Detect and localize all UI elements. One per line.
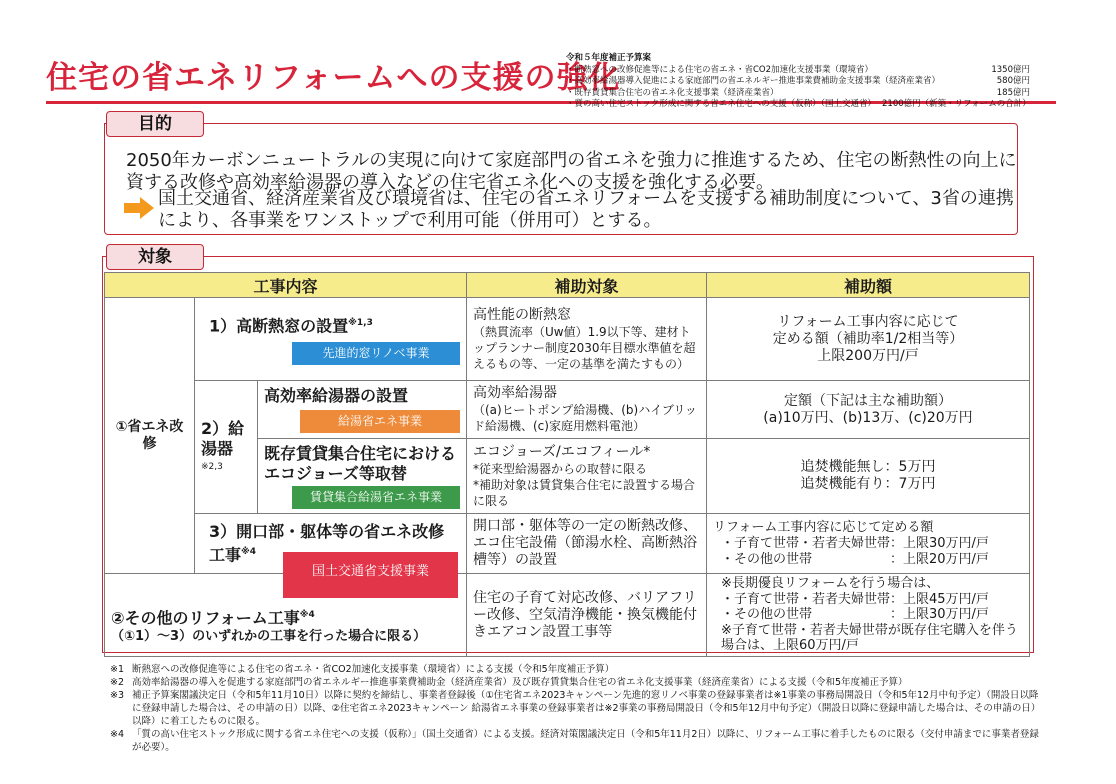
amount-line: ・その他の世帯 ：上限30万円/戸 [721, 607, 989, 623]
amount-line: 定める額（補助率1/2相当等） [772, 330, 964, 347]
amount-line: リフォーム工事内容に応じて [777, 313, 959, 330]
subject-title: 高効率給湯器 [473, 385, 557, 401]
subject-title: 高性能の断熱窓 [473, 306, 571, 323]
amount-line: ・その他の世帯 ：上限20万円/戸 [721, 551, 989, 567]
subject-text: 住宅の子育て対応改修、バリアフリー改修、空気清浄機能・換気機能付きエアコン設置工事等 [473, 589, 697, 640]
budget-item-amount: 2100億円（新築・リフォームの合計） [882, 99, 1031, 109]
budget-item-amount: 1350億円 [991, 64, 1030, 75]
program-tag-mlit: 国土交通省支援事業 [283, 552, 458, 598]
purpose-text: 2050年カーボンニュートラルの実現に向けて家庭部門の省エネを強力に推進するため、住宅の断熱性の向上に資する改修や高効率給湯器の導入などの住宅省エネ化への支援を強化する必要。 [126, 150, 1017, 193]
program-tag: 先進的窓リノベ事業 [292, 342, 460, 365]
amount-line: ・子育て世帯・若者夫婦世帯：上限45万円/戸 [721, 591, 989, 607]
footnote-mark: ※3 [110, 690, 125, 701]
table-row [105, 381, 1030, 439]
program-tag: 賃貸集合給湯省エネ事業 [292, 486, 460, 509]
footnote-ref: ※2,3 [201, 461, 223, 472]
work-sub: （①1）～3）のいずれかの工事を行った場合に限る） [111, 629, 427, 645]
water-heater-group-label: 2）給湯器 [201, 418, 245, 458]
footnote [110, 663, 1040, 676]
budget-item-label: ・既存賃貸集合住宅の省エネ化支援事業（経済産業省） [566, 87, 779, 98]
budget-item [566, 76, 1050, 88]
amount-line: 追焚機能無し：5万円 [800, 459, 936, 475]
work-cell-window [195, 298, 467, 381]
footnote-mark: ※1 [110, 664, 125, 675]
amount-cell [707, 514, 1030, 574]
amount-cell [707, 381, 1030, 439]
subject-text: 開口部・躯体等の一定の断熱改修、エコ住宅設備（節湯水栓、高断熱浴槽等）の設置 [473, 518, 697, 568]
budget-item [566, 88, 1050, 100]
budget-item [566, 99, 1050, 111]
subject-title: エコジョーズ/エコフィール* [473, 443, 651, 460]
budget-heading: 令和５年度補正予算案 [566, 53, 652, 63]
page-title: 住宅の省エネリフォームへの支援の強化 [46, 60, 621, 96]
work-label: ②その他のリフォーム工事 [111, 608, 300, 628]
footnote-ref: ※1,3 [348, 317, 373, 328]
target-table [104, 272, 1030, 657]
amount-line: (a)10万円、(b)13万、(c)20万円 [763, 409, 973, 426]
subject-cell [467, 514, 707, 574]
subject-cell [467, 439, 707, 514]
amount-line: 追焚機能有り：7万円 [800, 476, 936, 492]
budget-item-label: ・質の高い住宅ストック形成に関する省エネ住宅への支援（仮称）（国土交通省） [566, 99, 876, 109]
work-label: 高効率給湯器の設置 [264, 386, 409, 405]
footnote-text: 補正予算案閣議決定日（令和5年11月10日）以降に契約を締結し、事業者登録後（①住宅省エネ2023キャンペーン先進的窓リノベ事業の登録事業者は※1事業の事務局開設日（令和5年12月中旬予定）（開設日以降に登録申請した場合は、その申請の日）以降、②住宅省エネ2023キャンペーン 給湯省エネ事業の登録事業者は※2事業の事務局開設日（令和5年12月中旬予定）（開設日以降に登録申請した場合は、その申請の日）以降）に着工したものに限る。 [132, 690, 1039, 727]
amount-line: ・子育て世帯・若者夫婦世帯：上限30万円/戸 [721, 535, 989, 551]
subject-note: *補助対象は賃貸集合住宅に設置する場合に限る [473, 477, 696, 508]
subject-cell [467, 381, 707, 439]
budget-item-amount: 580億円 [996, 76, 1030, 86]
budget-item [566, 65, 1050, 77]
amount-line: ※長期優良リフォームを行う場合は、 [721, 576, 940, 592]
amount-cell [707, 574, 1030, 657]
footnote-ref: ※4 [241, 546, 257, 557]
amount-cell [707, 439, 1030, 514]
footnote-mark: ※4 [110, 729, 125, 740]
amount-line: リフォーム工事内容に応じて定める額 [713, 519, 934, 535]
footnote-text: 断熱窓への改修促進等による住宅の省エネ・省CO2加速化支援事業（環境省）による支援（令和5年度補正予算） [132, 664, 615, 675]
subject-note: *従来型給湯器からの取替に限る [473, 461, 648, 476]
work-label: 1）高断熱窓の設置 [209, 316, 349, 336]
header-amount: 補助額 [707, 273, 1030, 298]
target-label: 対象 [106, 244, 204, 270]
work-cell-water-heater [258, 381, 467, 439]
budget-item-amount: 185億円 [996, 87, 1030, 98]
arrow-right-icon [122, 196, 156, 220]
budget-summary [566, 53, 1050, 111]
budget-item-label: ・断熱窓への改修促進等による住宅の省エネ・省CO2加速化支援事業（環境省） [566, 64, 874, 75]
subject-detail: （(a)ヒートポンプ給湯機、(b)ハイブリッド給湯機、(c)家庭用燃料電池） [473, 403, 697, 433]
work-cell-rental-housing [258, 439, 467, 514]
footnote-ref: ※4 [299, 609, 315, 620]
purpose-label: 目的 [106, 111, 204, 137]
header-subject: 補助対象 [467, 273, 707, 298]
amount-cell [707, 298, 1030, 381]
amount-line: 上限200万円/戸 [817, 347, 919, 364]
footnote [110, 728, 1040, 754]
footnote-text: 「質の高い住宅ストック形成に関する省エネ住宅への支援（仮称）」（国土交通省）による支援。経済対策閣議決定日（令和5年11月2日）以降に、リフォーム工事に着手したものに限る（交付申請までに事業者登録が必要）。 [132, 729, 1039, 753]
footnote-text: 高効率給湯器の導入を促進する家庭部門の省エネルギー推進事業費補助金（経済産業省）及び既存賃貸集合住宅の省エネ化支援事業（経済産業省）による支援（令和5年度補正予算） [132, 677, 908, 688]
amount-line: 定額（下記は主な補助額） [784, 392, 952, 409]
table-row [105, 574, 1030, 657]
header-work: 工事内容 [105, 273, 467, 298]
footnote [110, 676, 1040, 689]
footnotes [110, 663, 1040, 754]
footnote [110, 689, 1040, 728]
category-label: ①省エネ改修 [115, 418, 184, 452]
footnote-mark: ※2 [110, 677, 125, 688]
water-heater-group-cell [195, 381, 258, 514]
category-energy-renovation [105, 298, 195, 574]
table-header-row [105, 273, 1030, 298]
table-row [105, 298, 1030, 381]
program-tag: 給湯省エネ事業 [300, 410, 460, 433]
table-row [105, 514, 1030, 574]
subject-cell [467, 574, 707, 657]
purpose-text-2: 国土交通省、経済産業省及び環境省は、住宅の省エネリフォームを支援する補助制度について、3省の連携により、各事業をワンストップで利用可能（併用可）とする。 [158, 188, 1014, 231]
subject-detail: （熱貫流率（Uw値）1.9以下等、建材トップランナー制度2030年目標水準値を超えるもの等、一定の基準を満たすもの） [473, 324, 696, 371]
budget-item-label: ・高効率給湯器導入促進による家庭部門の省エネルギー推進事業費補助金支援事業（経済産業省） [566, 76, 941, 86]
work-label: 3）開口部・躯体等の省エネ改修工事 [209, 521, 445, 565]
subject-cell [467, 298, 707, 381]
work-label: 既存賃貸集合住宅におけるエコジョーズ等取替 [264, 443, 457, 483]
amount-line: ※子育て世帯・若者夫婦世帯が既存住宅購入を伴う場合は、上限60万円/戸 [721, 622, 1018, 654]
